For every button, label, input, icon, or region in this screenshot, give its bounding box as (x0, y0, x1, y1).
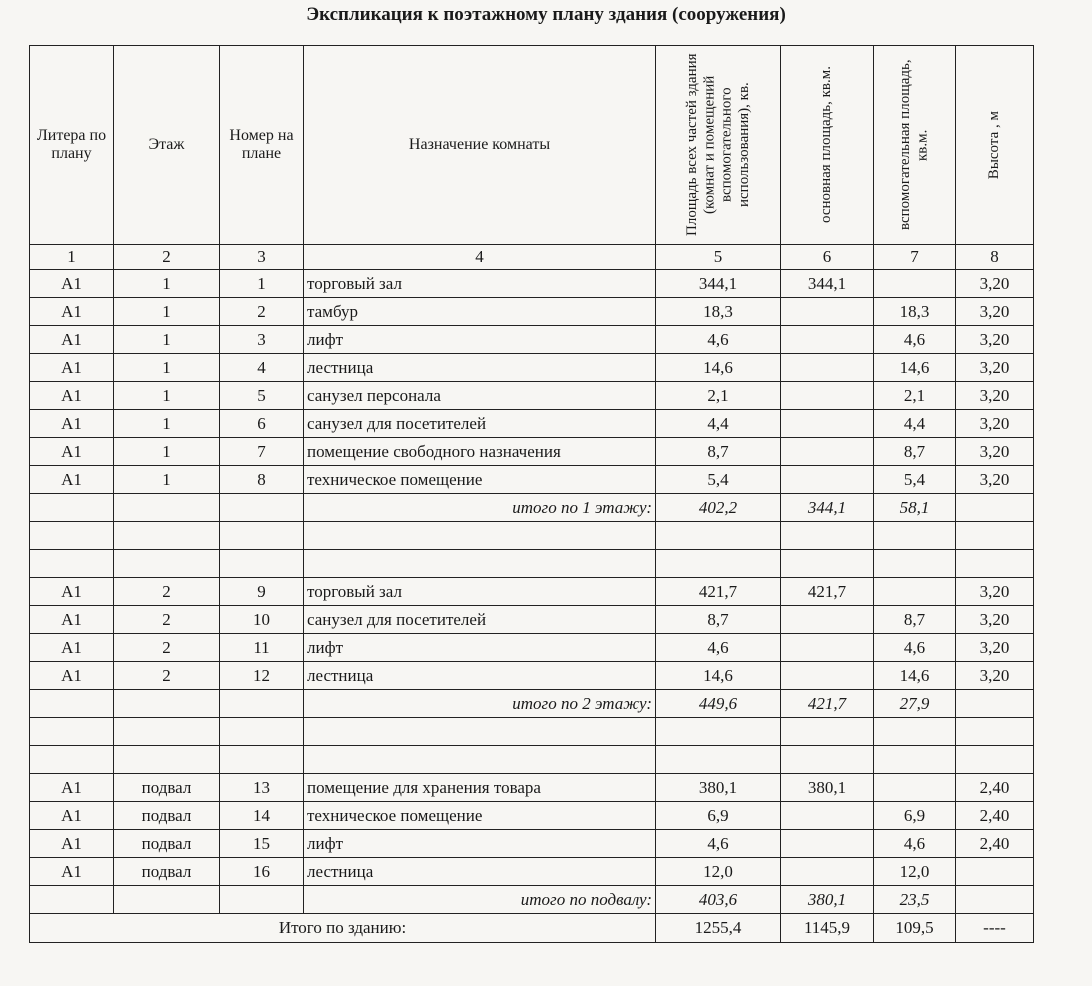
table-cell: А1 (30, 578, 114, 606)
table-cell: лифт (304, 830, 656, 858)
table-cell: 7 (220, 438, 304, 466)
table-cell: 421,7 (781, 578, 874, 606)
subtotal-aux: 27,9 (874, 690, 956, 718)
subtotal-row (30, 886, 1034, 914)
table-row (30, 326, 1034, 354)
empty-cell (874, 522, 956, 550)
table-cell: 6,9 (656, 802, 781, 830)
header-main-area: основная площадь, кв.м. (781, 46, 874, 245)
table-cell: тамбур (304, 298, 656, 326)
table-cell (781, 326, 874, 354)
table-cell: лестница (304, 858, 656, 886)
empty-cell (874, 550, 956, 578)
empty-cell (956, 550, 1034, 578)
table-cell: 14,6 (874, 354, 956, 382)
table-row (30, 606, 1034, 634)
table-row (30, 774, 1034, 802)
table-cell: лестница (304, 354, 656, 382)
subtotal-label: итого по 1 этажу: (304, 494, 656, 522)
table-cell: 8,7 (656, 606, 781, 634)
blank-row (30, 718, 1034, 746)
empty-cell (304, 522, 656, 550)
subtotal-total: 402,2 (656, 494, 781, 522)
empty-cell (30, 886, 114, 914)
table-cell: А1 (30, 802, 114, 830)
table-cell: 4,6 (874, 326, 956, 354)
table-cell (874, 270, 956, 298)
table-cell: 16 (220, 858, 304, 886)
table-cell: 14,6 (874, 662, 956, 690)
table-cell: 8,7 (874, 438, 956, 466)
grand-total-area: 1255,4 (656, 914, 781, 943)
table-cell: 6 (220, 410, 304, 438)
table-cell: 344,1 (781, 270, 874, 298)
header-purpose: Назначение комнаты (304, 46, 656, 245)
table-cell: подвал (114, 774, 220, 802)
table-cell: А1 (30, 298, 114, 326)
table-cell: 8,7 (874, 606, 956, 634)
blank-row (30, 522, 1034, 550)
table-cell: А1 (30, 326, 114, 354)
table-cell: 11 (220, 634, 304, 662)
empty-cell (220, 522, 304, 550)
explication-table (29, 45, 1034, 943)
table-cell: 14 (220, 802, 304, 830)
empty-cell (956, 746, 1034, 774)
empty-cell (220, 746, 304, 774)
empty-cell (781, 550, 874, 578)
empty-cell (656, 522, 781, 550)
table-cell: 15 (220, 830, 304, 858)
table-row (30, 578, 1034, 606)
table-cell: 8,7 (656, 438, 781, 466)
header-liter: Литера по плану (30, 46, 114, 245)
empty-cell (956, 494, 1034, 522)
table-cell: А1 (30, 466, 114, 494)
table-cell: подвал (114, 830, 220, 858)
grand-aux-area: 109,5 (874, 914, 956, 943)
table-cell (781, 466, 874, 494)
grand-main-area: 1145,9 (781, 914, 874, 943)
empty-cell (114, 522, 220, 550)
blank-row (30, 746, 1034, 774)
empty-cell (956, 886, 1034, 914)
table-cell: подвал (114, 858, 220, 886)
empty-cell (30, 718, 114, 746)
empty-cell (114, 746, 220, 774)
header-floor: Этаж (114, 46, 220, 245)
table-cell: 3,20 (956, 298, 1034, 326)
table-cell: 6,9 (874, 802, 956, 830)
empty-cell (874, 746, 956, 774)
empty-cell (30, 494, 114, 522)
table-row (30, 466, 1034, 494)
table-cell: 2,40 (956, 774, 1034, 802)
table-cell: А1 (30, 438, 114, 466)
empty-cell (656, 718, 781, 746)
table-cell: торговый зал (304, 578, 656, 606)
table-cell: 3,20 (956, 606, 1034, 634)
empty-cell (220, 718, 304, 746)
table-cell: 1 (114, 466, 220, 494)
table-row (30, 634, 1034, 662)
empty-cell (114, 886, 220, 914)
table-row (30, 270, 1034, 298)
empty-cell (304, 550, 656, 578)
table-row (30, 830, 1034, 858)
table-cell: 380,1 (656, 774, 781, 802)
table-cell: А1 (30, 270, 114, 298)
table-cell (781, 858, 874, 886)
table-cell: санузел для посетителей (304, 410, 656, 438)
table-cell (781, 382, 874, 410)
table-cell: 2,1 (874, 382, 956, 410)
table-row (30, 354, 1034, 382)
document-title: Экспликация к поэтажному плану здания (сооружения) (306, 4, 786, 25)
table-cell: 1 (114, 326, 220, 354)
table-row (30, 410, 1034, 438)
table-cell: А1 (30, 662, 114, 690)
subtotal-aux: 23,5 (874, 886, 956, 914)
grand-total-label: Итого по зданию: (30, 914, 656, 943)
empty-cell (30, 522, 114, 550)
table-cell: 18,3 (874, 298, 956, 326)
table-cell: 5 (220, 382, 304, 410)
table-cell: 1 (114, 270, 220, 298)
header-height: Высота , м (956, 46, 1034, 245)
table-cell: торговый зал (304, 270, 656, 298)
table-cell: 4,6 (656, 634, 781, 662)
table-cell: 1 (220, 270, 304, 298)
table-cell: 3,20 (956, 410, 1034, 438)
table-cell (781, 830, 874, 858)
column-number: 1 (30, 245, 114, 270)
empty-cell (656, 746, 781, 774)
header-row (30, 46, 1034, 245)
table-cell: лифт (304, 326, 656, 354)
table-cell: А1 (30, 634, 114, 662)
table-cell: 3,20 (956, 270, 1034, 298)
table-cell: техническое помещение (304, 802, 656, 830)
column-number: 3 (220, 245, 304, 270)
empty-cell (30, 550, 114, 578)
grand-height: ---- (956, 914, 1034, 943)
table-cell: 2 (114, 662, 220, 690)
subtotal-total: 449,6 (656, 690, 781, 718)
table-cell: 4,6 (656, 326, 781, 354)
table-cell: А1 (30, 830, 114, 858)
header-number: Номер на плане (220, 46, 304, 245)
empty-cell (781, 746, 874, 774)
table-row (30, 298, 1034, 326)
table-cell: 4,6 (874, 634, 956, 662)
table-cell: 5,4 (874, 466, 956, 494)
table-cell: 5,4 (656, 466, 781, 494)
empty-cell (304, 718, 656, 746)
table-cell: 3,20 (956, 354, 1034, 382)
subtotal-main: 421,7 (781, 690, 874, 718)
table-row (30, 382, 1034, 410)
table-cell: 18,3 (656, 298, 781, 326)
table-cell (781, 606, 874, 634)
table-cell: 3 (220, 326, 304, 354)
subtotal-row (30, 690, 1034, 718)
table-cell: А1 (30, 354, 114, 382)
subtotal-label: итого по подвалу: (304, 886, 656, 914)
subtotal-main: 344,1 (781, 494, 874, 522)
empty-cell (30, 690, 114, 718)
table-cell: 2 (114, 634, 220, 662)
table-cell: 3,20 (956, 438, 1034, 466)
table-cell: 3,20 (956, 662, 1034, 690)
subtotal-total: 403,6 (656, 886, 781, 914)
table-cell: 3,20 (956, 578, 1034, 606)
table-row (30, 438, 1034, 466)
table-cell: 13 (220, 774, 304, 802)
header-aux-area: вспомогательная площадь, кв.м. (874, 46, 956, 245)
empty-cell (656, 550, 781, 578)
table-cell: А1 (30, 606, 114, 634)
table-cell: подвал (114, 802, 220, 830)
table-cell: помещение для хранения товара (304, 774, 656, 802)
table-cell (781, 354, 874, 382)
table-cell: 3,20 (956, 634, 1034, 662)
table-cell: 1 (114, 382, 220, 410)
column-number-row (30, 245, 1034, 270)
column-number: 7 (874, 245, 956, 270)
empty-cell (114, 718, 220, 746)
table-cell (874, 774, 956, 802)
column-number: 4 (304, 245, 656, 270)
table-cell: 1 (114, 438, 220, 466)
table-cell: техническое помещение (304, 466, 656, 494)
table-cell: санузел для посетителей (304, 606, 656, 634)
table-cell: А1 (30, 410, 114, 438)
table-cell: 12 (220, 662, 304, 690)
table-cell: лифт (304, 634, 656, 662)
table-cell: 4,6 (656, 830, 781, 858)
table-cell (874, 578, 956, 606)
header-total-area: Площадь всех частей здания (комнат и помещений вспомогательного использования), кв. (656, 46, 781, 245)
table-cell: 2 (220, 298, 304, 326)
table-cell: 3,20 (956, 382, 1034, 410)
table-cell: 12,0 (874, 858, 956, 886)
table-cell: 3,20 (956, 466, 1034, 494)
table-cell (956, 858, 1034, 886)
table-cell: 1 (114, 298, 220, 326)
table-row (30, 802, 1034, 830)
table-cell: 4,4 (656, 410, 781, 438)
table-cell (781, 298, 874, 326)
table-cell: 4,4 (874, 410, 956, 438)
table-cell: 2,40 (956, 830, 1034, 858)
table-cell: помещение свободного назначения (304, 438, 656, 466)
table-cell (781, 438, 874, 466)
empty-cell (956, 690, 1034, 718)
column-number: 6 (781, 245, 874, 270)
empty-cell (220, 690, 304, 718)
table-row (30, 662, 1034, 690)
empty-cell (956, 522, 1034, 550)
table-cell: 1 (114, 354, 220, 382)
table-cell: лестница (304, 662, 656, 690)
table-cell: 14,6 (656, 662, 781, 690)
table-cell: А1 (30, 774, 114, 802)
column-number: 2 (114, 245, 220, 270)
empty-cell (220, 886, 304, 914)
table-cell (781, 634, 874, 662)
blank-row (30, 550, 1034, 578)
subtotal-row (30, 494, 1034, 522)
empty-cell (956, 718, 1034, 746)
empty-cell (114, 494, 220, 522)
empty-cell (874, 718, 956, 746)
subtotal-main: 380,1 (781, 886, 874, 914)
empty-cell (220, 494, 304, 522)
column-number: 8 (956, 245, 1034, 270)
table-cell: 12,0 (656, 858, 781, 886)
subtotal-label: итого по 2 этажу: (304, 690, 656, 718)
table-cell: 421,7 (656, 578, 781, 606)
empty-cell (30, 746, 114, 774)
table-cell: 8 (220, 466, 304, 494)
table-cell (781, 802, 874, 830)
table-cell: 2 (114, 606, 220, 634)
table-cell: 14,6 (656, 354, 781, 382)
table-cell: 3,20 (956, 326, 1034, 354)
table-cell: 344,1 (656, 270, 781, 298)
column-number: 5 (656, 245, 781, 270)
subtotal-aux: 58,1 (874, 494, 956, 522)
table-cell: 9 (220, 578, 304, 606)
table-cell: 2 (114, 578, 220, 606)
table-cell: 4,6 (874, 830, 956, 858)
empty-cell (220, 550, 304, 578)
table-cell (781, 410, 874, 438)
table-cell (781, 662, 874, 690)
table-cell: 10 (220, 606, 304, 634)
empty-cell (781, 522, 874, 550)
table-cell: 1 (114, 410, 220, 438)
table-cell: 2,1 (656, 382, 781, 410)
table-cell: 2,40 (956, 802, 1034, 830)
table-cell: А1 (30, 382, 114, 410)
empty-cell (304, 746, 656, 774)
empty-cell (114, 550, 220, 578)
table-cell: А1 (30, 858, 114, 886)
empty-cell (781, 718, 874, 746)
table-cell: 4 (220, 354, 304, 382)
grand-total-row (30, 914, 1034, 943)
empty-cell (114, 690, 220, 718)
table-cell: санузел персонала (304, 382, 656, 410)
table-cell: 380,1 (781, 774, 874, 802)
table-row (30, 858, 1034, 886)
